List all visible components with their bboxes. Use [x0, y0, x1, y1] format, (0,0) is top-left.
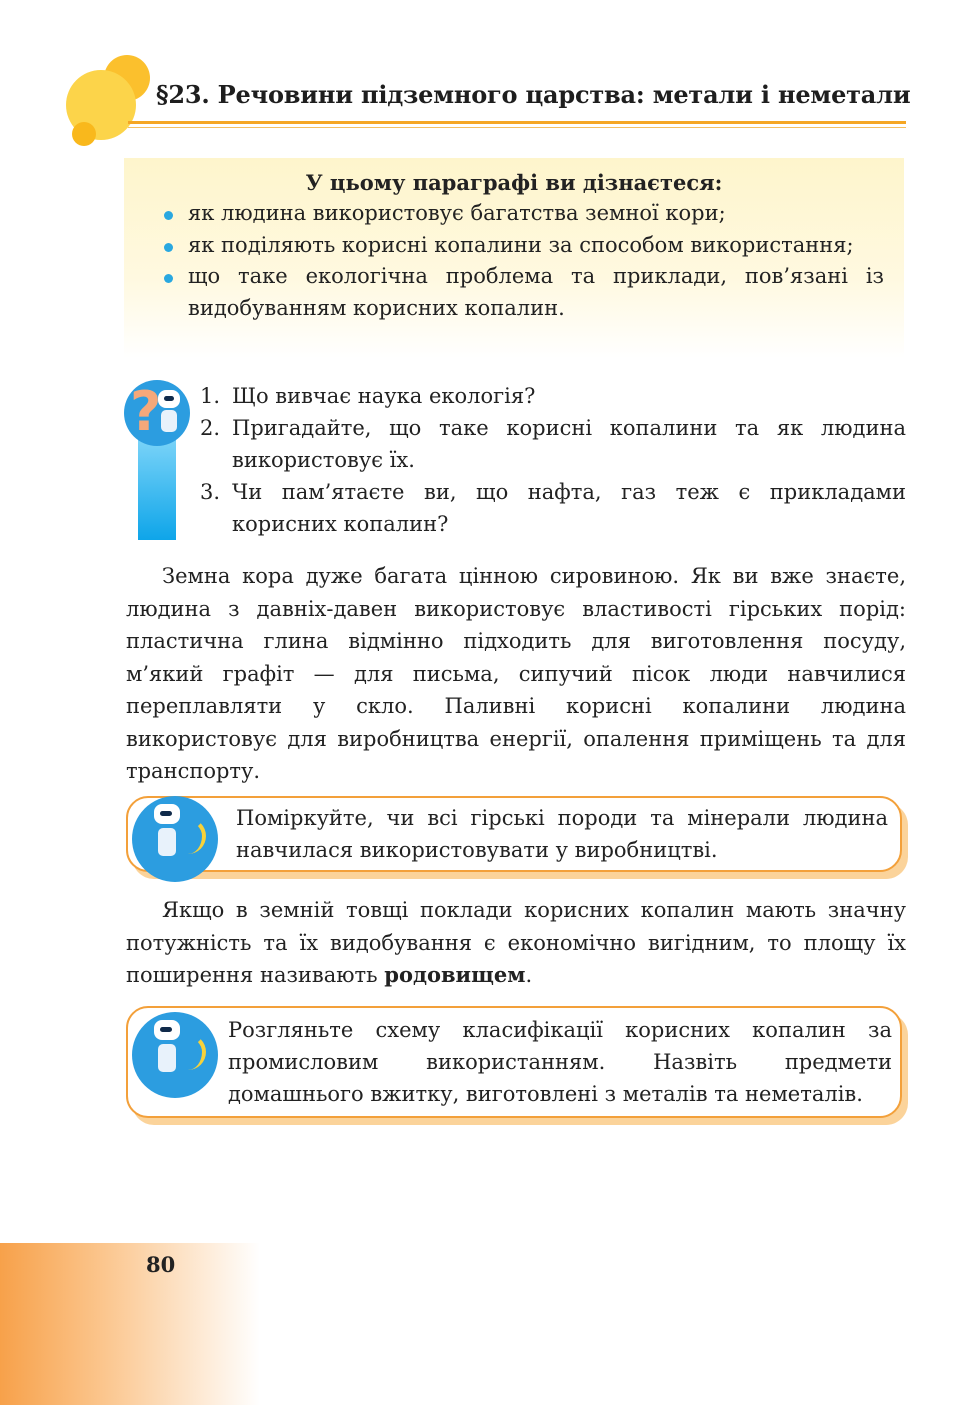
callout-text: Поміркуйте, чи всі гірські породи та мінерали людина навчилася використовувати у виробництві.: [236, 806, 888, 862]
objective-item: як поділяють корисні копалини за способом використання;: [124, 230, 884, 262]
objective-item: як людина використовує багатства земної кори;: [124, 198, 884, 230]
question-item: 1. Що вивчає наука екологія?: [200, 384, 536, 408]
question-item: 3. Чи пам’ятаєте ви, що нафта, газ теж є прикладами корисних копалин?: [200, 480, 906, 536]
key-term: родовищем: [384, 962, 526, 987]
think-callout: [126, 796, 902, 872]
title-rule-thin: [128, 127, 906, 128]
objectives-heading: У цьому параграфі ви дізнаєтеся:: [305, 170, 723, 195]
question-item: 2. Пригадайте, що таке корисні копалини та як людина використовує їх.: [200, 416, 906, 472]
page-number: 80: [146, 1252, 176, 1277]
page-corner-decor: [0, 1243, 260, 1405]
body-paragraph: Якщо в земній товщі поклади корисних копалин мають значну потужність та їх видобування є економічно вигідним, то площу їх поширення називають родовищем.: [126, 898, 906, 987]
objectives-list: [124, 198, 884, 324]
objective-item: що таке екологічна проблема та приклади, пов’язані із видобуванням корисних копалин.: [124, 261, 884, 324]
header-decor-circle: [72, 122, 96, 146]
review-questions: [200, 380, 906, 540]
callout-text: Розгляньте схему класифікації корисних копалин за промисловим використанням. Назвіть предмети домашнього вжитку, виготовлені з металів та неметалів.: [228, 1018, 892, 1106]
robot-icon: [132, 796, 218, 882]
title-rule: [128, 121, 906, 124]
section-title: §23. Речовини підземного царства: метали і неметали: [156, 80, 911, 109]
task-callout: [126, 1006, 902, 1118]
question-mark-icon: ?: [130, 380, 162, 443]
body-paragraph: Земна кора дуже багата цінною сировиною. Як ви вже знаєте, людина з давніх-давен використовує властивості гірських порід: пластична глина відмінно підходить для виготовлення посуду, м’який графіт — для письма, сипучий пісок люди навчилися переплавляти у скло. Паливні корисні копалини людина використовує для виробництва енергії, опалення приміщень та для транспорту.: [126, 564, 906, 783]
learning-objectives-box: [124, 158, 904, 358]
robot-icon: [132, 1012, 218, 1098]
